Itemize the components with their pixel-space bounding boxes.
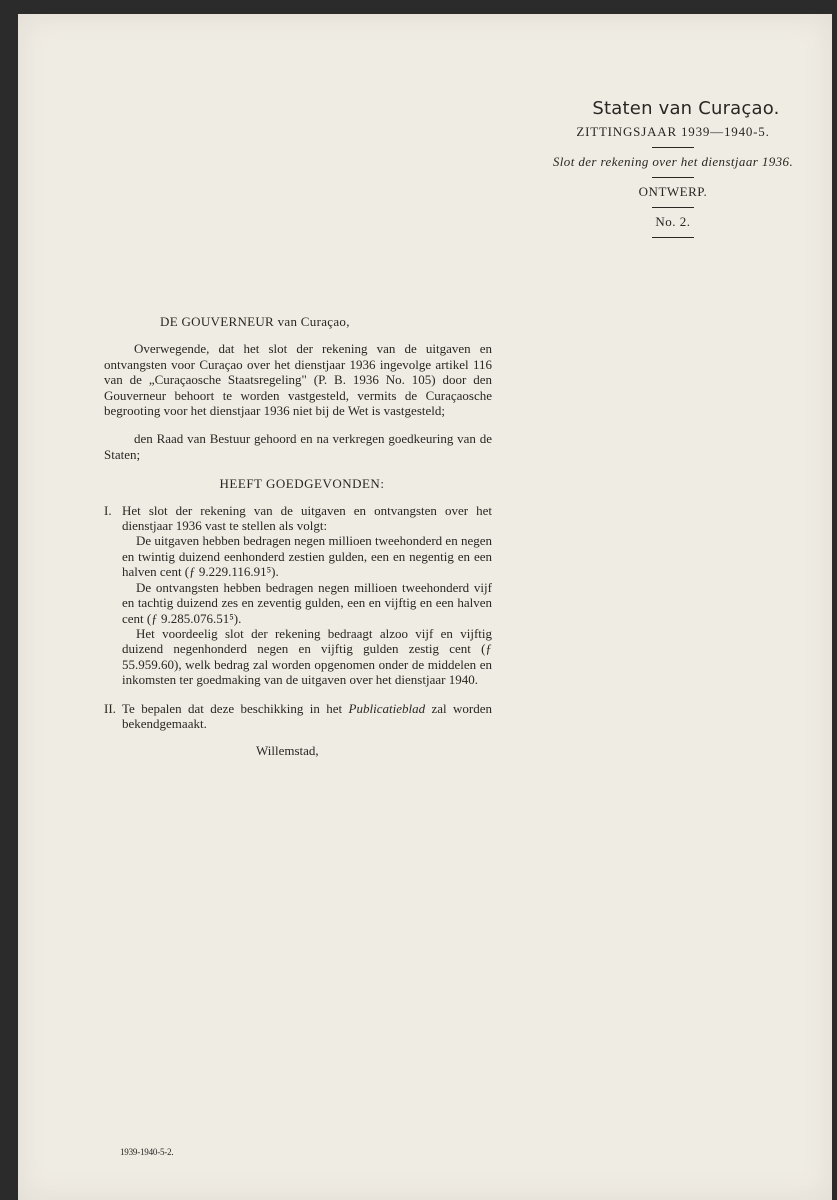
document-header	[498, 98, 837, 244]
revenue-paragraph: De ontvangsten hebben bedragen negen millioen tweehonderd vijf en tachtig duizend zes en zeventig gulden, een en vijftig en een halven cent (ƒ 9.285.076.51⁵).	[122, 579, 492, 626]
resolution-heading: HEEFT GOEDGEVONDEN:	[219, 476, 385, 492]
document-number: No. 2.	[655, 214, 691, 229]
publication-name: Publicatieblad	[348, 700, 426, 716]
session-year: ZITTINGSJAAR 1939—1940-5.	[576, 124, 770, 139]
document-title: Staten van Curaçao.	[592, 98, 780, 119]
document-page	[18, 14, 832, 1200]
divider	[652, 147, 694, 148]
addressee: DE GOUVERNEUR van Curaçao,	[160, 314, 350, 329]
divider	[652, 177, 694, 178]
article-2-text-before: Te bepalen dat deze beschikking in het	[122, 700, 349, 716]
document-code: 1939-1940-5-2.	[120, 1147, 174, 1157]
article-2-text-after: zal worden bekendgemaakt.	[122, 700, 493, 731]
divider	[652, 237, 694, 238]
article-numeral: I.	[104, 502, 112, 518]
document-subject: Slot der rekening over het dienstjaar 1936.	[552, 154, 794, 169]
document-type: ONTWERP.	[638, 184, 708, 199]
article-1-intro: Het slot der rekening van de uitgaven en ontvangsten over het dienstjaar 1936 vast te stellen als volgt:	[122, 502, 492, 534]
considering-paragraph: Overwegende, dat het slot der rekening van de uitgaven en ontvangsten voor Curaçao over het dienstjaar 1936 ingevolge artikel 116 van de „Curaçaosche Staatsregeling" (P. B. 1936 No. 105) door den Gouverneur behoort te worden vastgesteld, vermits de Curaçaosche begrooting voor het dienstjaar 1936 niet bij de Wet is vastgesteld;	[104, 341, 492, 419]
article-numeral: II.	[104, 700, 116, 716]
divider	[652, 207, 694, 208]
document-body	[104, 314, 492, 759]
expenditure-paragraph: De uitgaven hebben bedragen negen millioen tweehonderd en negen en twintig duizend eenhonderd zestien gulden, een en negentig en een halven cent (ƒ 9.229.116.91⁵).	[122, 533, 492, 580]
heard-paragraph: den Raad van Bestuur gehoord en na verkregen goedkeuring van de Staten;	[104, 431, 492, 462]
article-2	[104, 701, 492, 732]
place-of-signing: Willemstad,	[256, 743, 319, 759]
article-2-text	[122, 701, 492, 732]
surplus-paragraph: Het voordeelig slot der rekening bedraagt alzoo vijf en vijftig duizend negenhonderd negen en vijftig gulden zestig cent (ƒ 55.959.60), welk bedrag zal worden opgenomen onder de middelen en inkomsten ter goedmaking van de uitgaven over het dienstjaar 1940.	[122, 625, 492, 688]
article-1	[104, 503, 492, 688]
